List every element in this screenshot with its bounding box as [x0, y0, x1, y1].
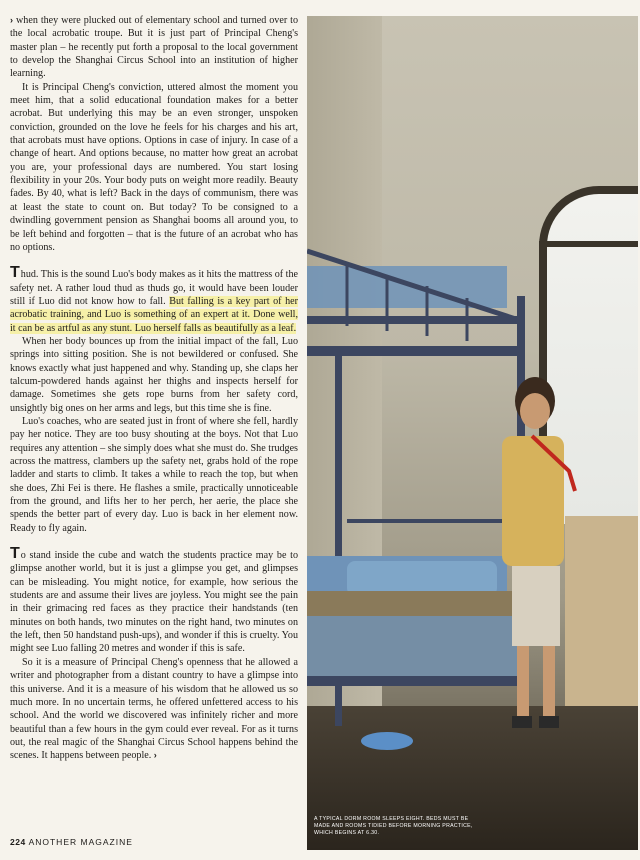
bunk-bed-icon — [307, 251, 525, 726]
paragraph: When her body bounces up from the initial impact of the fall, Luo springs into sitting position. She is not bewildered or confused. She knows exactly what just happened and why. Standing up, she claps her talcum-powdered hands against her thighs and inspects herself for damage. Sometimes she gets rope burns from her safety cord, unsightly big ones on her arms and legs, but this time she is fine. — [10, 335, 298, 414]
magazine-name: ANOTHER MAGAZINE — [28, 837, 133, 847]
slipper-icon — [361, 732, 413, 750]
dorm-room-photo — [307, 16, 638, 850]
paragraph — [10, 656, 298, 763]
page-folio — [10, 837, 133, 847]
lead-arrow: › — [10, 15, 13, 25]
paragraph — [10, 264, 298, 335]
paragraph-text: o stand inside the cube and watch the students practice may be to glimpse another world, but it is just a glimpse you get, and glimpses can be misleading. You might notice, for example, how serious the students are and assume their lives are joyless. You might see the pain in their grimacing red faces as they practice their handstands (ten minutes on both hands, two minutes on the right hand, two minutes on the left, then 50 handstand push-ups), and wonder if this is cruelty. You might see Luo falling 20 metres and wonder if this is safe. — [10, 550, 298, 655]
paragraph-text: So it is a measure of Principal Cheng's openness that he allowed a writer and photographer from a distant country to have a glimpse into this universe. And it is a measure of his wisdom that he allowed us so much more. In no uncertain terms, he offered unfettered access to his school. And the world we discovered was infinitely richer and more beautiful than a few hours in the gym could ever reveal. For as it turns out, the real magic of the Shanghai Circus School happens behind the scenes. It happens between people. — [10, 656, 298, 762]
paragraph-text: when they were plucked out of elementary school and turned over to the local acrobatic troupe. But it is just part of Principal Cheng's master plan – he recently put forth a proposal to the local government to develop the Shanghai Circus School into an institution of higher learning. — [10, 15, 298, 80]
highlighted-text: But falling is a key part of her acrobatic training, and Luo is something of an expert at it. Done well, it can be as artful as any stunt. Luo herself falls as beautifully as a leaf. — [10, 295, 298, 334]
paragraph-text: hud. This is the sound Luo's body makes as it hits the mattress of the safety net. A rather loud thud as thuds go, it would have been louder still if Luo did not know how to fall. — [10, 269, 298, 307]
photo-scene — [307, 16, 638, 850]
article-text — [10, 14, 298, 844]
photo-caption: A TYPICAL DORM ROOM SLEEPS EIGHT. BEDS MUST BE MADE AND ROOMS TIDIED BEFORE MORNING PRACTICE, WHICH BEGINS AT 6.30. — [314, 816, 473, 836]
continue-arrow: › — [153, 750, 157, 761]
paragraph — [10, 14, 298, 81]
drop-cap: T — [10, 545, 20, 563]
page-number: 224 — [10, 837, 26, 847]
paragraph: Luo's coaches, who are seated just in front of where she fell, hardly pay her notice. They are too busy shouting at the boys. Not that Luo requires any attention – she simply does what she must do. She trudges across the mattress, clambers up the safety net, grabs hold of the rope ladder and starts to climb. It takes a while to reach the top, but when she does, Zhi Fei is there. He flashes a smile, practically unnoticeable from the ground, and lifts her to her perch, her aerie, the place she spends the better part of every day. Luo is back in her element now. Ready to fly again. — [10, 415, 298, 534]
paragraph — [10, 545, 298, 656]
desk-icon — [565, 516, 638, 706]
paragraph: It is Principal Cheng's conviction, uttered almost the moment you meet him, that a solid educational foundation makes for a better acrobat. But underlying this may be an even stronger, unspoken conviction, grounded on the love he feels for his charges and his art, that acrobats must have options. Options in case of injury. In case of a change of heart. And options because, no matter how great an acrobat you are, your professional days are numbered. You start losing flexibility in your 20s. Your body puts on weight more readily. Beauty fades. By 40, what is left? Back in the days of communism, there was at least the state to count on. But today? To be consigned to a dwindling government pension as Shanghai booms all around you, to be left behind and forgotten – that is the future of an acrobat who has no options. — [10, 81, 298, 253]
drop-cap: T — [10, 264, 20, 282]
